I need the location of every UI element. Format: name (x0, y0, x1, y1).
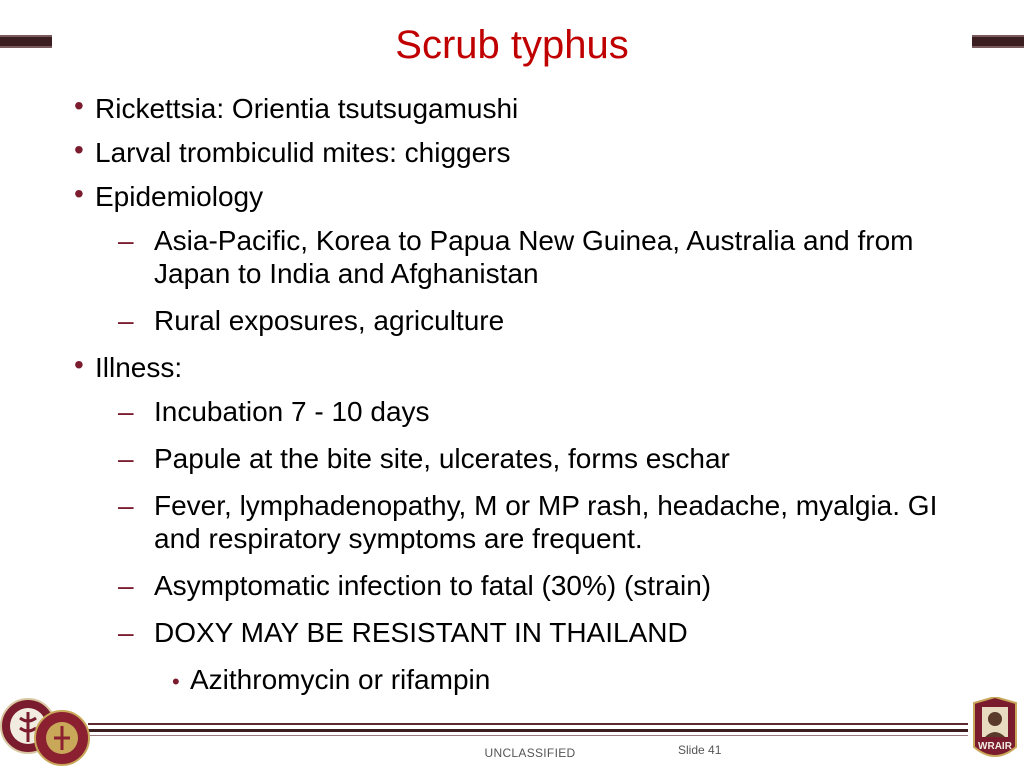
footer-divider (88, 723, 968, 725)
dash-icon: – (118, 305, 134, 336)
sub-bullet-text: Incubation 7 - 10 days (154, 396, 430, 427)
slide-title: Scrub typhus (395, 23, 629, 67)
bullet-text: Illness: (95, 352, 183, 383)
sub-sub-bullet-item (172, 663, 972, 696)
sub-bullet-text: Asia-Pacific, Korea to Papua New Guinea, Australia and from Japan to India and Afghanistan (154, 225, 914, 289)
dash-icon: – (118, 617, 134, 648)
bullet-dot-icon: • (74, 134, 84, 165)
footer-divider (88, 735, 968, 736)
wrair-logo (970, 697, 1020, 765)
sub-bullet-text: DOXY MAY BE RESISTANT IN THAILAND (154, 617, 688, 648)
bullet-item (72, 351, 972, 384)
wrair-logo-text: WRAIR (978, 741, 1012, 752)
sub-bullet-item (118, 442, 972, 475)
slide-content (72, 92, 972, 696)
dash-icon: – (118, 570, 134, 601)
footer-divider (88, 729, 968, 732)
sub-bullet-text: Rural exposures, agriculture (154, 305, 505, 336)
sub-bullet-text: Papule at the bite site, ulcerates, forms eschar (154, 443, 730, 474)
dash-icon: – (118, 396, 134, 427)
bullet-item (72, 180, 972, 213)
sub-bullet-item (118, 489, 972, 555)
bullet-dot-icon: • (74, 178, 84, 209)
sub-bullet-item (118, 224, 972, 290)
sub-bullet-text: Fever, lymphadenopathy, M or MP rash, headache, myalgia. GI and respiratory symptoms are frequent. (154, 490, 938, 554)
sub-sub-bullet-text: Azithromycin or rifampin (190, 664, 491, 695)
dash-icon: – (118, 225, 134, 256)
sub-bullet-item (118, 569, 972, 602)
sub-bullet-item (118, 395, 972, 428)
bullet-text: Epidemiology (95, 181, 264, 212)
dash-icon: – (118, 490, 134, 521)
slide-number: Slide 41 (678, 743, 722, 757)
bullet-text: Larval trombiculid mites: chiggers (95, 137, 511, 168)
sub-bullet-item (118, 304, 972, 337)
sub-bullet-item (118, 616, 972, 649)
classification-label: UNCLASSIFIED (484, 746, 576, 760)
sub-bullet-text: Asymptomatic infection to fatal (30%) (strain) (154, 570, 712, 601)
bullet-item (72, 136, 972, 169)
dash-icon: – (118, 443, 134, 474)
bullet-text: Rickettsia: Orientia tsutsugamushi (95, 93, 519, 124)
bullet-dot-icon: • (74, 90, 84, 121)
medical-crest-logo (0, 688, 96, 768)
bullet-dot-icon: • (74, 349, 84, 380)
bullet-item (72, 92, 972, 125)
bullet-dot-icon: • (172, 669, 180, 694)
